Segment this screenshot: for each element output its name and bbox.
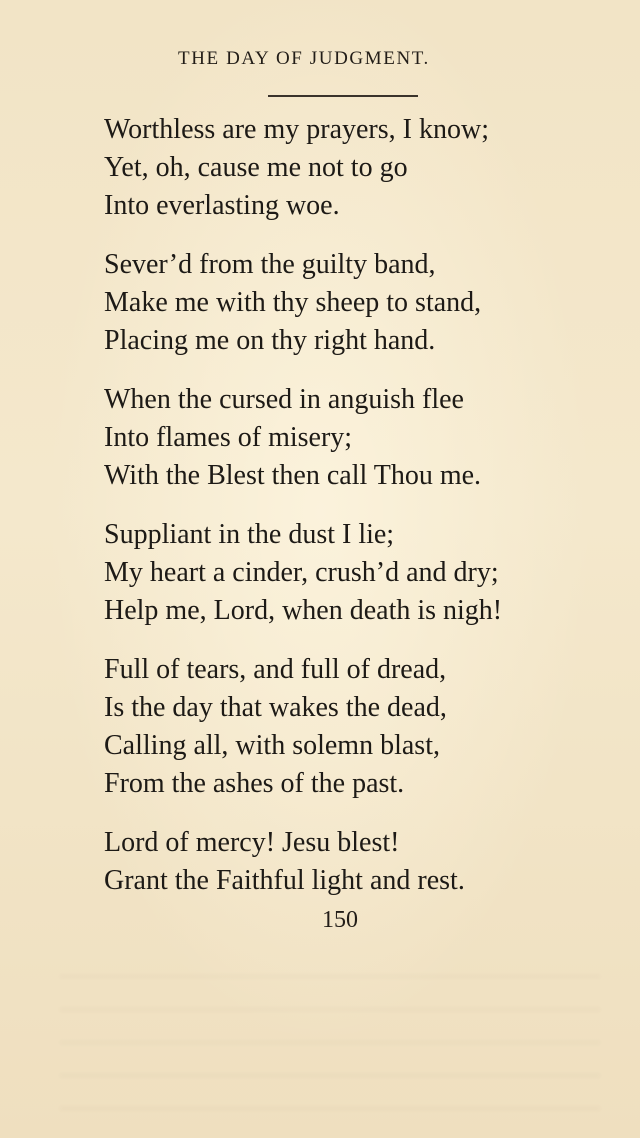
poem-line: Make me with thy sheep to stand, xyxy=(104,287,482,318)
header-rule xyxy=(268,95,418,97)
poem-line: Yet, oh, cause me not to go xyxy=(104,152,408,183)
poem-line: When the cursed in anguish flee xyxy=(104,384,464,415)
poem-line: Is the day that wakes the dead, xyxy=(104,692,447,723)
poem-line: Suppliant in the dust I lie; xyxy=(104,519,395,550)
poem-line: Calling all, with solemn blast, xyxy=(104,730,440,761)
poem-line: Lord of mercy! Jesu blest! xyxy=(104,827,400,858)
stanza xyxy=(104,824,620,900)
stanza xyxy=(104,246,620,360)
running-head: THE DAY OF JUDGMENT. xyxy=(178,48,430,69)
page-number: 150 xyxy=(322,907,358,933)
stanza xyxy=(104,516,620,630)
poem-line: With the Blest then call Thou me. xyxy=(104,460,482,491)
poem-line: Worthless are my prayers, I know; xyxy=(104,114,489,145)
poem-line: My heart a cinder, crush’d and dry; xyxy=(104,557,499,588)
poem-line: Grant the Faithful light and rest. xyxy=(104,865,465,896)
poem-line: Into everlasting woe. xyxy=(104,190,340,221)
stanza xyxy=(104,381,620,495)
poem-line: From the ashes of the past. xyxy=(104,768,405,799)
poem-line: Full of tears, and full of dread, xyxy=(104,654,447,685)
poem-line: Placing me on thy right hand. xyxy=(104,325,436,356)
stanza xyxy=(104,111,620,225)
poem-body xyxy=(104,111,620,921)
poem-line: Into flames of misery; xyxy=(104,422,353,453)
poem-line: Sever’d from the guilty band, xyxy=(104,249,436,280)
show-through-texture xyxy=(60,945,600,1118)
stanza xyxy=(104,651,620,803)
poem-line: Help me, Lord, when death is nigh! xyxy=(104,595,503,626)
